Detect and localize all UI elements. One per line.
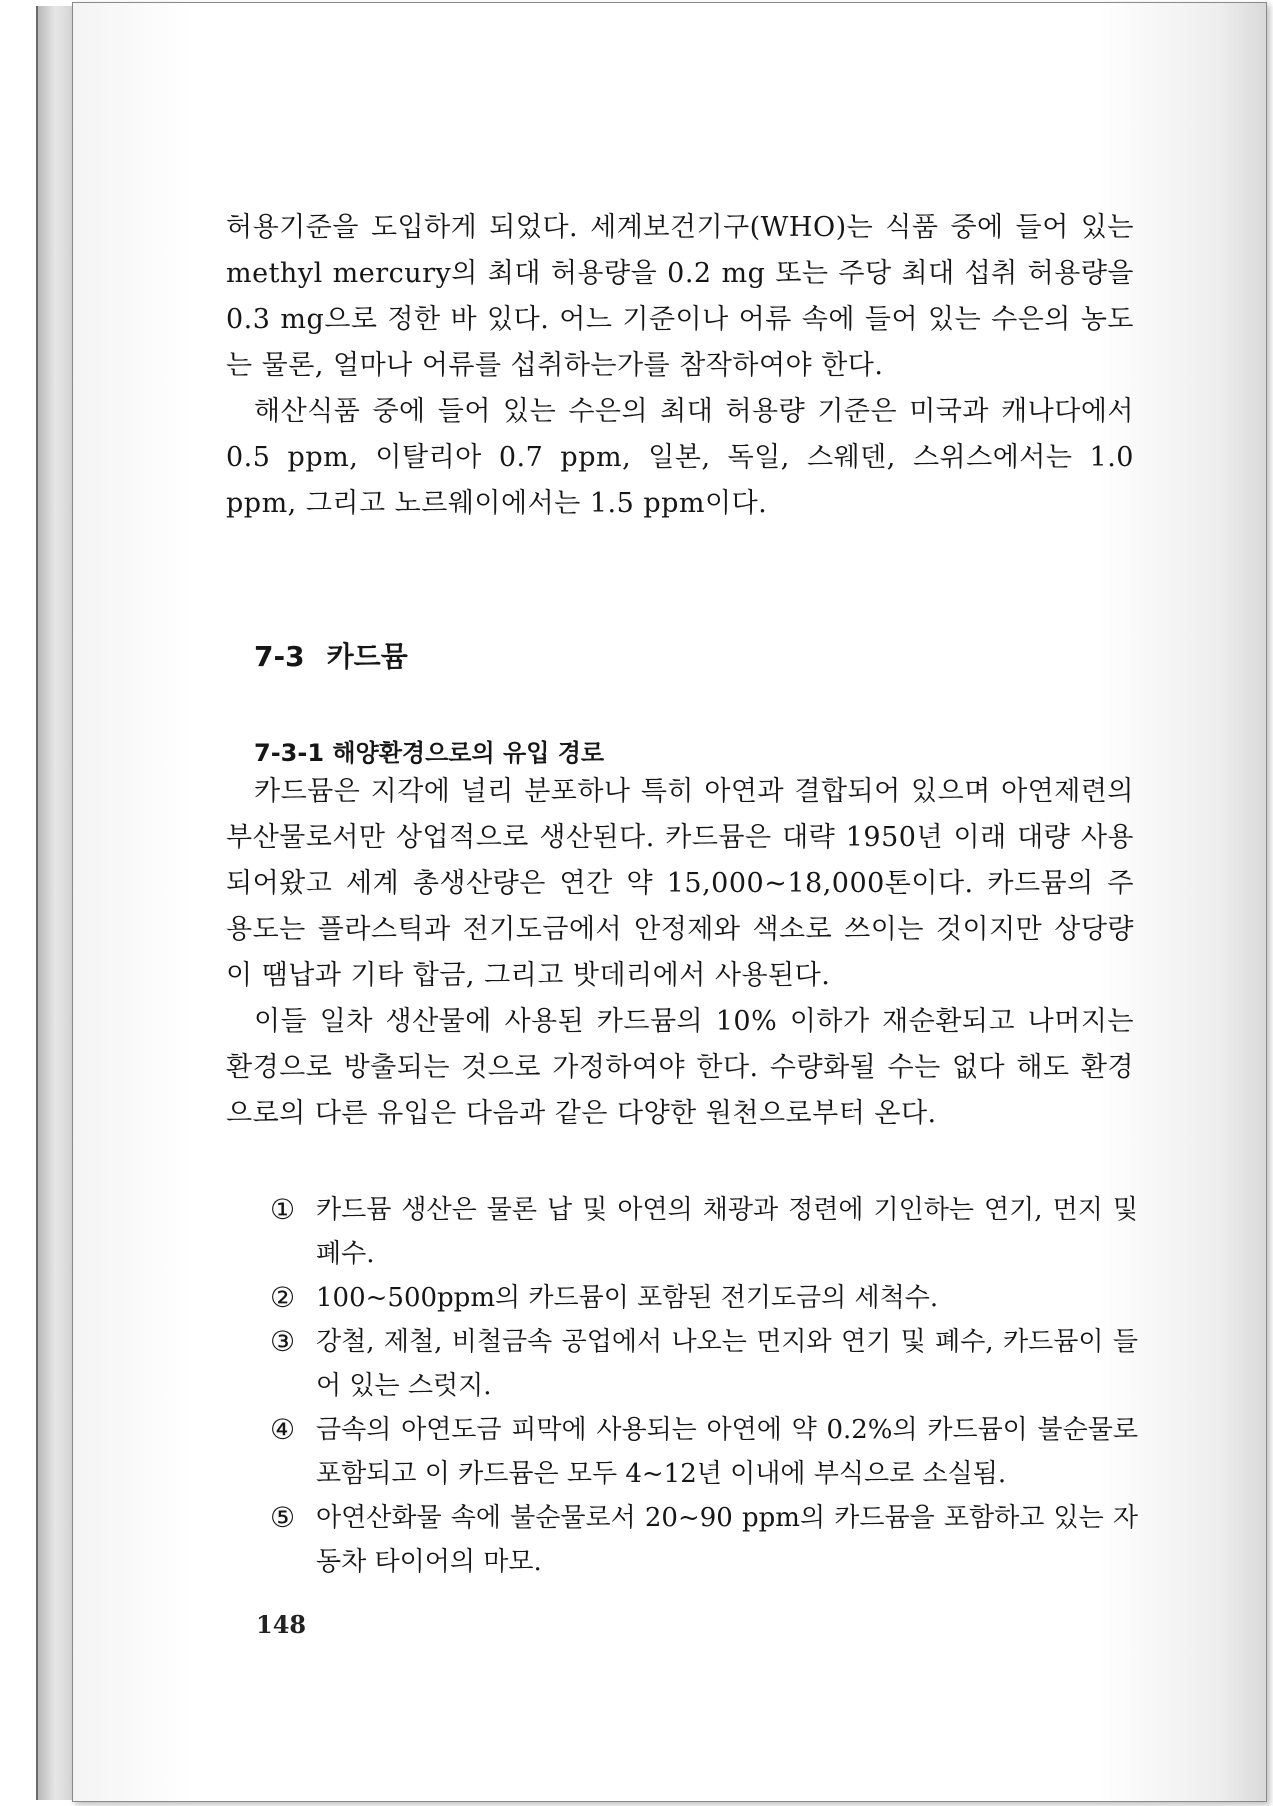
book-spine	[36, 6, 76, 1800]
list-item-text: 금속의 아연도금 피막에 사용되는 아연에 약 0.2%의 카드뮴이 불순물로 포함되고 이 카드뮴은 모두 4~12년 이내에 부식으로 소실됨.	[316, 1415, 1138, 1489]
list-marker: ④	[270, 1413, 296, 1446]
list-item-text: 100~500ppm의 카드뮴이 포함된 전기도금의 세척수.	[316, 1283, 939, 1313]
list-item	[270, 1408, 1138, 1496]
list-marker: ③	[270, 1325, 296, 1358]
section-title: 카드뮴	[326, 640, 408, 673]
list-item-text: 아연산화물 속에 불순물로서 20~90 ppm의 카드뮴을 포함하고 있는 자동차 타이어의 마모.	[316, 1503, 1138, 1577]
page-number: 148	[256, 1610, 307, 1639]
list-item	[270, 1276, 1138, 1320]
list-marker: ②	[270, 1281, 296, 1314]
list-item-text: 카드뮴 생산은 물론 납 및 아연의 채광과 정련에 기인하는 연기, 먼지 및 폐수.	[316, 1195, 1138, 1269]
paragraph: 해산식품 중에 들어 있는 수은의 최대 허용량 기준은 미국과 캐나다에서 0.5 ppm, 이탈리아 0.7 ppm, 일본, 독일, 스웨덴, 스위스에서는 1.0 ppm, 그리고 노르웨이에서는 1.5 ppm이다.	[226, 396, 1134, 519]
list-item	[270, 1320, 1138, 1408]
source-list	[270, 1188, 1138, 1584]
list-marker: ①	[270, 1193, 296, 1226]
subsection-heading: 7-3-1 해양환경으로의 유입 경로	[254, 739, 605, 767]
paragraph: 허용기준을 도입하게 되었다. 세계보건기구(WHO)는 식품 중에 들어 있는 methyl mercury의 최대 허용량을 0.2 mg 또는 주당 최대 섭취 허용량을 0.3 mg으로 정한 바 있다. 어느 기준이나 어류 속에 들어 있는 수은의 농도는 물론, 얼마나 어류를 섭취하는가를 참작하여야 한다.	[226, 212, 1134, 381]
list-item	[270, 1188, 1138, 1276]
paragraph: 카드뮴은 지각에 널리 분포하나 특히 아연과 결합되어 있으며 아연제련의 부산물로서만 상업적으로 생산된다. 카드뮴은 대략 1950년 이래 대량 사용되어왔고 세계 총생산량은 연간 약 15,000~18,000톤이다. 카드뮴의 주 용도는 플라스틱과 전기도금에서 안정제와 색소로 쓰이는 것이지만 상당량이 땜납과 기타 합금, 그리고 밧데리에서 사용된다.	[226, 776, 1134, 991]
section-text-block	[226, 769, 1134, 1137]
section-heading	[226, 635, 408, 675]
list-item-text: 강철, 제철, 비철금속 공업에서 나오는 먼지와 연기 및 폐수, 카드뮴이 들어 있는 스럿지.	[316, 1327, 1138, 1401]
list-marker: ⑤	[270, 1501, 296, 1534]
list-item	[270, 1496, 1138, 1584]
paragraph: 이들 일차 생산물에 사용된 카드뮴의 10% 이하가 재순환되고 나머지는 환경으로 방출되는 것으로 가정하여야 한다. 수량화될 수는 없다 해도 환경으로의 다른 유입은 다음과 같은 다양한 원천으로부터 온다.	[226, 1006, 1134, 1129]
section-number: 7-3	[254, 640, 305, 673]
top-text-block	[226, 205, 1134, 527]
